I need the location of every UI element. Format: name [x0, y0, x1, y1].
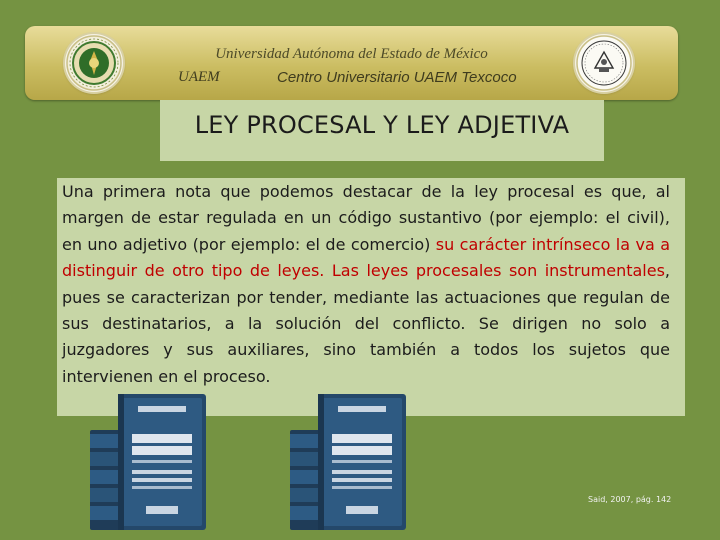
body-text-highlight: su carácter intrínseco la va a distinguir de otro tipo de leyes. Las leyes procesales son instrumentales	[62, 234, 670, 281]
law-books-icon	[288, 390, 428, 530]
content-box	[57, 178, 685, 416]
university-name: Universidad Autónoma del Estado de México	[215, 46, 488, 62]
body-text-intro: Una primera nota que podemos destacar de la ley procesal es que, al margen de estar regulada en un código sustantivo (por ejemplo: el civil), en uno adjetivo (por ejemplo: el de comercio)	[62, 182, 670, 254]
university-header	[25, 26, 678, 100]
cu-texcoco-seal-icon	[575, 34, 633, 92]
uaem-seal-icon	[65, 34, 123, 92]
body-text-rest: , pues se caracterizan por tender, mediante las actuaciones que regulan de sus destinatarios, a la solución del conflicto. Se dirigen no solo a juzgadores y sus auxiliares, sino también a todos los sujetos que intervienen en el proceso.	[62, 261, 670, 386]
slide-title: LEY PROCESAL Y LEY ADJETIVA	[194, 111, 570, 139]
university-abbreviation: UAEM	[178, 69, 220, 85]
citation: Said, 2007, pág. 142	[588, 495, 672, 504]
law-books-icon	[88, 390, 228, 530]
campus-name: Centro Universitario UAEM Texcoco	[277, 69, 517, 86]
slide-title-box	[160, 100, 604, 161]
body-paragraph	[62, 179, 670, 390]
